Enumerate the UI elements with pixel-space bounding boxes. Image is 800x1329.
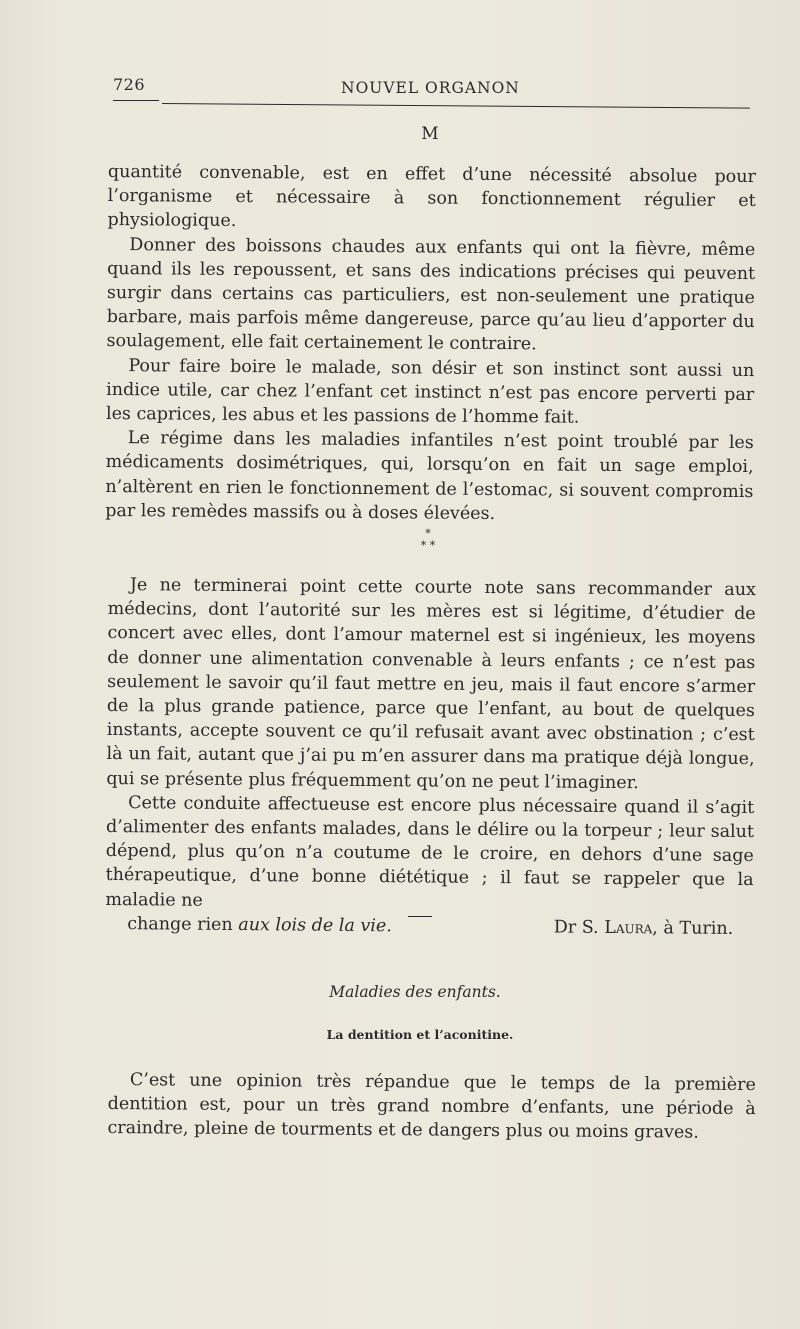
text-block-1 bbox=[105, 160, 756, 528]
section-divider bbox=[408, 916, 432, 917]
text-block-3 bbox=[107, 1068, 756, 1146]
paragraph: Je ne terminerai point cette courte note sans recommander aux médecins, dont l’autorité sur les mères est si légitime, d’étudier de concert avec elles, dont l’amour maternel est si ingénieux, les moyens de donner une alimentation convenable à leurs enfants ; ce n’est pas seulement le savoir qu’il faut mettre en jeu, mais il faut encore s’armer de la plus grande patience, parce que l’enfant, au bout de quelques instants, accepte souvent ce qu’il refusait avant avec obstination ; c’est là un fait, autant que j’ai pu m’en assurer dans ma pratique déjà longue, qui se présente plus fréquemment qu’on ne peut l’imaginer. bbox=[106, 575, 756, 793]
header-rule-long bbox=[162, 103, 750, 109]
page-number: 726 bbox=[113, 75, 146, 94]
page-header bbox=[113, 75, 753, 99]
paragraph: Cette conduite affectueuse est encore plus nécessaire quand il s’agit d’alimenter des enfants malades, dans le délire ou la torpeur ; leur salut dépend, plus qu’on n’a coutume de le croire, en dehors d’une sage thérapeutique, d’une bonne diététique ; il faut se rappeler que la maladie ne bbox=[105, 792, 755, 911]
running-title: NOUVEL ORGANON bbox=[341, 79, 520, 97]
paragraph: quantité convenable, est en effet d’une nécessité absolue pour l’organisme et nécessaire à son fonctionnement régulier et physiologique. bbox=[107, 161, 756, 232]
header-rule-short bbox=[113, 100, 159, 101]
asterism-top: * bbox=[425, 527, 431, 540]
section-letter: M bbox=[421, 124, 439, 144]
signature: Dr S. Laura, à Turin. bbox=[553, 917, 734, 939]
closing-text: change rien aux lois de la vie. bbox=[127, 914, 392, 937]
paragraph: Le régime dans les maladies infantiles n’est point troublé par les médicaments dosimétriques, qui, lorsqu’on en fait un sage emploi, n’altèrent en rien le fonctionnement de l’estomac, si souvent compromis par les remèdes massifs ou à doses élevées. bbox=[105, 428, 754, 524]
signature-name: Laura bbox=[604, 917, 653, 939]
paragraph: Donner des boissons chaudes aux enfants qui ont la fièvre, même quand ils les repoussent, et sans des indications précises qui peuvent surgir dans certains cas particuliers, est non-seulement une pratique barbare, mais parfois même dangereuse, parce qu’au lieu d’apporter du soulagement, elle fait certainement le contraire. bbox=[106, 234, 756, 355]
asterism-bottom: * * bbox=[420, 539, 436, 552]
text-block-2 bbox=[105, 573, 756, 941]
paragraph: Pour faire boire le malade, son désir et son instinct sont aussi un indice utile, car chez l’enfant cet instinct n’est pas encore perverti par les caprices, les abus et les passions de l’homme fait. bbox=[105, 355, 755, 428]
section-title: Maladies des enfants. bbox=[329, 983, 501, 1001]
paragraph: C’est une opinion très répandue que le temps de la première dentition est, pour un très grand nombre d’enfants, une période à craindre, pleine de tourments et de dangers plus ou moins graves. bbox=[107, 1070, 756, 1144]
subsection-title: La dentition et l’aconitine. bbox=[326, 1027, 514, 1042]
asterism bbox=[408, 528, 448, 558]
closing-italic: aux lois de la vie. bbox=[238, 914, 392, 937]
